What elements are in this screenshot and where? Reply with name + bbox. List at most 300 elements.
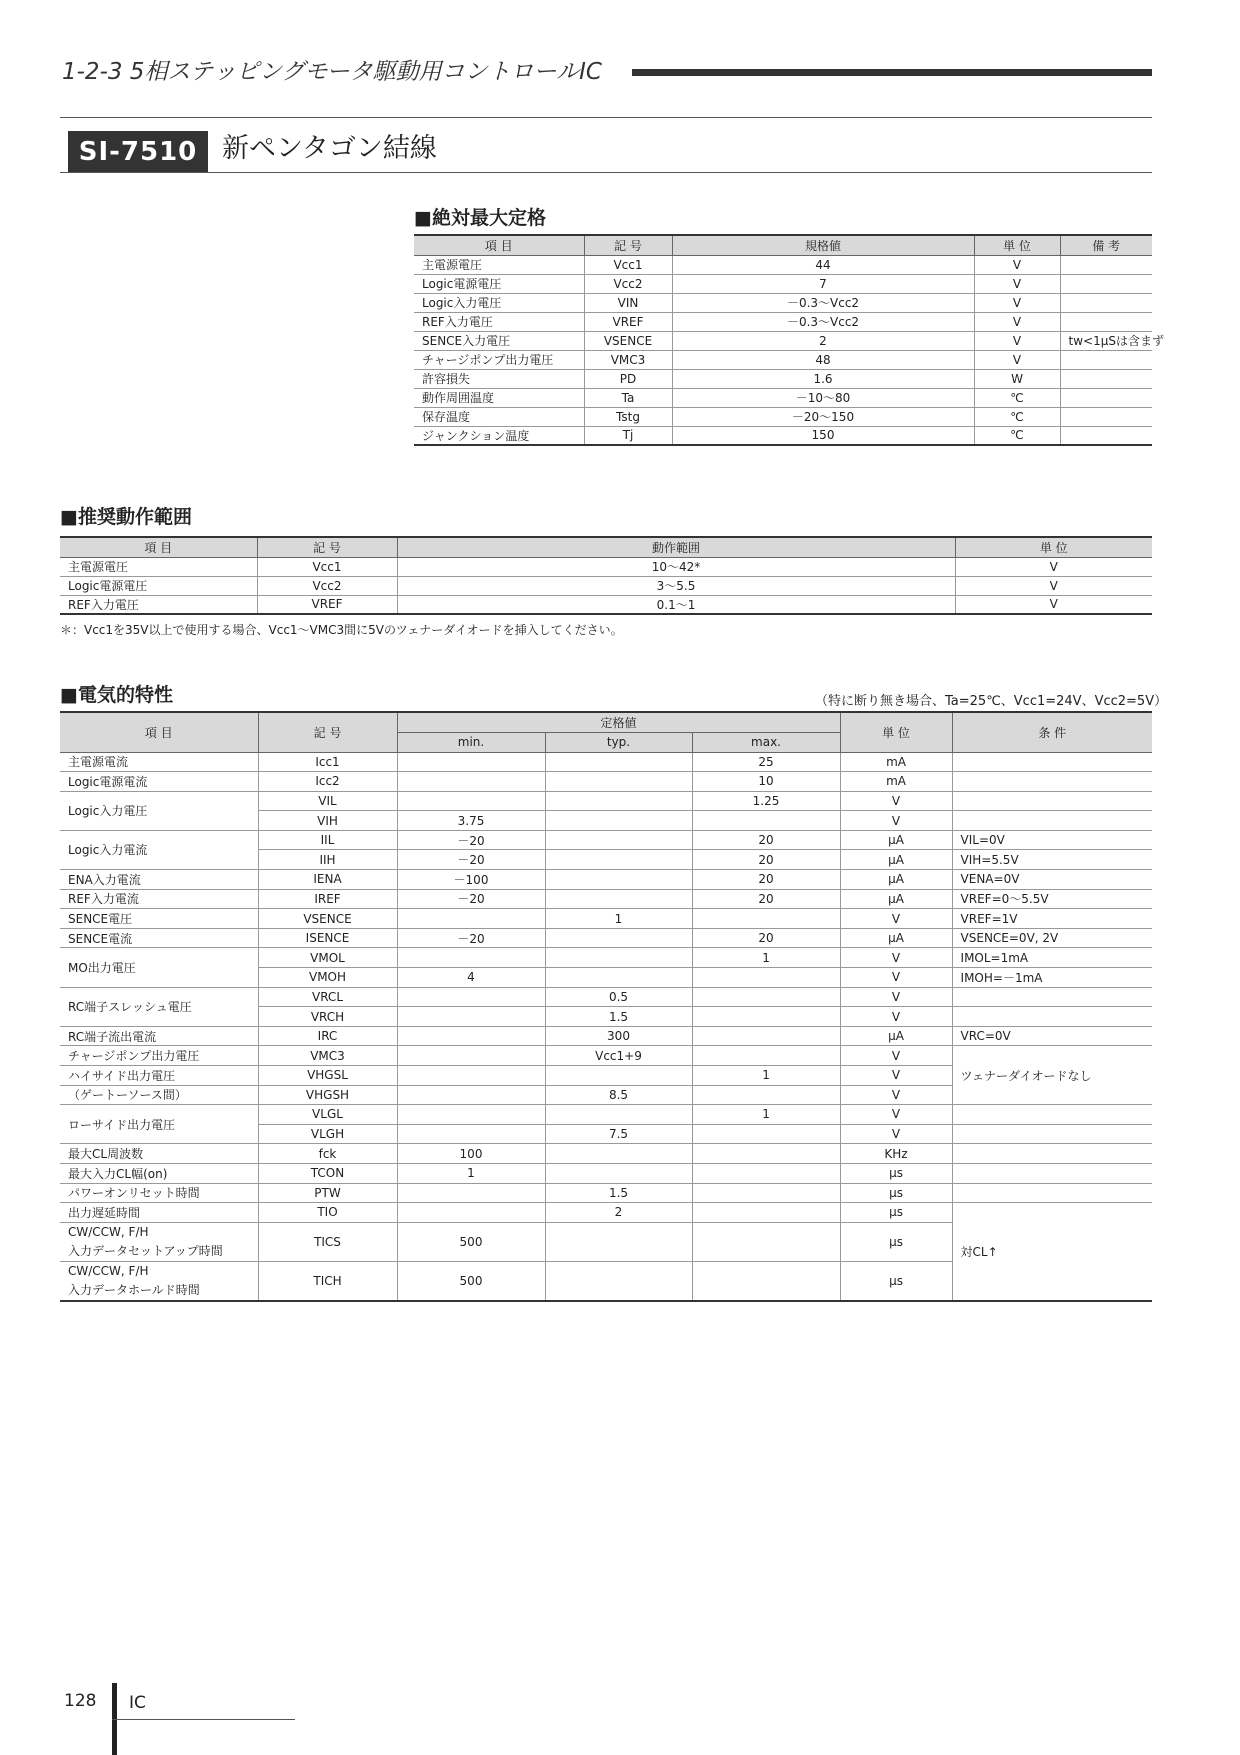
max-cell: 1 — [692, 1105, 840, 1125]
item-line: 入力データホールド時間 — [68, 1282, 200, 1297]
value-cell: V — [955, 576, 1152, 595]
min-cell — [397, 1124, 545, 1144]
symbol-cell: TICS — [258, 1222, 397, 1261]
value-cell — [1060, 388, 1152, 407]
typ-cell — [545, 752, 692, 772]
unit-cell: mA — [840, 772, 952, 792]
min-cell: －20 — [397, 889, 545, 909]
typ-cell — [545, 791, 692, 811]
abs-max-table — [414, 234, 1164, 446]
item-cell — [60, 1222, 258, 1261]
cond-cell — [952, 811, 1152, 831]
unit-cell: V — [840, 909, 952, 929]
cond-cell: VREF=0～5.5V — [952, 889, 1152, 909]
divider — [60, 117, 1152, 118]
value-cell — [1060, 293, 1152, 312]
table-row — [60, 1046, 1152, 1066]
min-cell: 4 — [397, 968, 545, 988]
item-cell: ローサイド出力電圧 — [60, 1105, 258, 1144]
value-cell: －0.3～Vcc2 — [672, 312, 974, 331]
col-header: 規格値 — [672, 235, 974, 255]
model-subtitle: 新ペンタゴン結線 — [222, 133, 437, 164]
typ-cell: 7.5 — [545, 1124, 692, 1144]
unit-cell: mA — [840, 752, 952, 772]
value-cell: tw<1μSは含まず — [1060, 331, 1152, 350]
value-cell — [1060, 407, 1152, 426]
col-header: max. — [692, 732, 840, 752]
footnote: ＊：Vcc1を35V以上で使用する場合、Vcc1～VMC3間に5Vのツェナーダイオードを挿入してください。 — [60, 623, 623, 637]
typ-cell: Vcc1+9 — [545, 1046, 692, 1066]
min-cell — [397, 1026, 545, 1046]
item-cell: REF入力電圧 — [414, 312, 584, 331]
typ-cell — [545, 870, 692, 890]
max-cell — [692, 1026, 840, 1046]
value-cell: 150 — [672, 426, 974, 445]
cond-cell — [952, 772, 1152, 792]
cond-cell: VIH=5.5V — [952, 850, 1152, 870]
typ-cell — [545, 1144, 692, 1164]
value-cell: Vcc2 — [257, 576, 397, 595]
unit-cell: μs — [840, 1203, 952, 1223]
table-row — [60, 1163, 1152, 1183]
table-row — [414, 331, 1152, 350]
typ-cell: 0.5 — [545, 987, 692, 1007]
min-cell — [397, 791, 545, 811]
value-cell: V — [974, 293, 1060, 312]
cond-cell — [952, 1144, 1152, 1164]
table-header-row — [414, 235, 1152, 255]
col-header: 単 位 — [955, 537, 1152, 557]
symbol-cell: IIH — [258, 850, 397, 870]
max-cell — [692, 1222, 840, 1261]
typ-cell: 1.5 — [545, 1007, 692, 1027]
max-cell: 20 — [692, 870, 840, 890]
typ-cell — [545, 811, 692, 831]
max-cell — [692, 909, 840, 929]
symbol-cell: TCON — [258, 1163, 397, 1183]
col-header: 記 号 — [258, 712, 397, 752]
table-row — [414, 407, 1152, 426]
table-row — [414, 369, 1152, 388]
cond-cell: VSENCE=0V, 2V — [952, 928, 1152, 948]
item-cell: ENA入力電流 — [60, 870, 258, 890]
cond-cell — [952, 1183, 1152, 1203]
table-row — [60, 1183, 1152, 1203]
typ-cell — [545, 830, 692, 850]
item-cell: 最大入力CL幅(on) — [60, 1163, 258, 1183]
symbol-cell: IENA — [258, 870, 397, 890]
item-cell: REF入力電流 — [60, 889, 258, 909]
value-cell: VSENCE — [584, 331, 672, 350]
unit-cell: μA — [840, 850, 952, 870]
max-cell — [692, 1144, 840, 1164]
item-cell: Logic入力電流 — [60, 830, 258, 869]
unit-cell: V — [840, 948, 952, 968]
model-code: SI-7510 — [68, 131, 208, 173]
unit-cell: μs — [840, 1163, 952, 1183]
max-cell: 1 — [692, 948, 840, 968]
max-cell: 20 — [692, 830, 840, 850]
col-header: 動作範囲 — [397, 537, 955, 557]
item-cell: REF入力電圧 — [60, 595, 257, 614]
value-cell: Tj — [584, 426, 672, 445]
min-cell — [397, 1085, 545, 1105]
footer-rule — [112, 1719, 295, 1720]
max-cell — [692, 1007, 840, 1027]
abs-max-title: ■絶対最大定格 — [414, 207, 546, 229]
table-row — [60, 772, 1152, 792]
table-row — [60, 870, 1152, 890]
unit-cell: V — [840, 791, 952, 811]
item-cell: （ゲートーソース間） — [60, 1085, 258, 1105]
value-cell: V — [955, 595, 1152, 614]
symbol-cell: ISENCE — [258, 928, 397, 948]
cond-cell: IMOH=－1mA — [952, 968, 1152, 988]
cond-cell — [952, 1163, 1152, 1183]
item-cell: チャージポンプ出力電圧 — [414, 350, 584, 369]
typ-cell — [545, 948, 692, 968]
cond-cell: 対CL↑ — [952, 1203, 1152, 1301]
value-cell: W — [974, 369, 1060, 388]
min-cell: 1 — [397, 1163, 545, 1183]
item-cell: Logic電源電圧 — [60, 576, 257, 595]
table-row — [414, 426, 1152, 445]
typ-cell — [545, 1222, 692, 1261]
value-cell: Tstg — [584, 407, 672, 426]
max-cell — [692, 1203, 840, 1223]
symbol-cell: VRCH — [258, 1007, 397, 1027]
symbol-cell: VIL — [258, 791, 397, 811]
typ-cell — [545, 1163, 692, 1183]
item-cell — [60, 1261, 258, 1301]
symbol-cell: fck — [258, 1144, 397, 1164]
max-cell — [692, 1163, 840, 1183]
value-cell: 7 — [672, 274, 974, 293]
unit-cell: V — [840, 968, 952, 988]
max-cell: 25 — [692, 752, 840, 772]
table-row — [60, 987, 1152, 1007]
symbol-cell: TICH — [258, 1261, 397, 1301]
typ-cell — [545, 1261, 692, 1301]
item-cell: 主電源電圧 — [60, 557, 257, 576]
item-cell: 主電源電圧 — [414, 255, 584, 274]
table-row — [60, 791, 1152, 811]
unit-cell: μs — [840, 1222, 952, 1261]
min-cell: －20 — [397, 928, 545, 948]
table-row — [414, 350, 1152, 369]
table-row — [60, 752, 1152, 772]
cond-cell: VENA=0V — [952, 870, 1152, 890]
item-cell: 主電源電流 — [60, 752, 258, 772]
item-line: CW/CCW, F/H — [68, 1263, 149, 1278]
item-cell: ジャンクション温度 — [414, 426, 584, 445]
value-cell: V — [974, 331, 1060, 350]
typ-cell — [545, 889, 692, 909]
min-cell — [397, 1066, 545, 1086]
table-header-row — [60, 537, 1152, 557]
cond-cell: VIL=0V — [952, 830, 1152, 850]
col-header: 記 号 — [584, 235, 672, 255]
cond-cell — [952, 752, 1152, 772]
min-cell: －20 — [397, 830, 545, 850]
symbol-cell: VLGL — [258, 1105, 397, 1125]
value-cell — [1060, 255, 1152, 274]
max-cell: 1 — [692, 1066, 840, 1086]
typ-cell — [545, 850, 692, 870]
value-cell — [1060, 312, 1152, 331]
recommended-title: ■推奨動作範囲 — [60, 506, 192, 528]
min-cell — [397, 948, 545, 968]
item-cell: Logic入力電圧 — [60, 791, 258, 830]
min-cell — [397, 987, 545, 1007]
min-cell — [397, 772, 545, 792]
typ-cell: 1 — [545, 909, 692, 929]
table-row — [60, 909, 1152, 929]
value-cell: V — [974, 312, 1060, 331]
table-row — [60, 1144, 1152, 1164]
unit-cell: V — [840, 987, 952, 1007]
item-cell: SENCE電圧 — [60, 909, 258, 929]
min-cell — [397, 1007, 545, 1027]
page-number: 128 — [64, 1691, 97, 1711]
item-cell: ハイサイド出力電圧 — [60, 1066, 258, 1086]
col-header: 項 目 — [60, 537, 257, 557]
value-cell: ℃ — [974, 407, 1060, 426]
min-cell — [397, 1105, 545, 1125]
unit-cell: V — [840, 1085, 952, 1105]
typ-cell — [545, 1066, 692, 1086]
table-row — [60, 830, 1152, 850]
item-cell: Logic電源電流 — [60, 772, 258, 792]
header-bar — [632, 69, 1152, 76]
value-cell: Vcc2 — [584, 274, 672, 293]
col-header: min. — [397, 732, 545, 752]
value-cell: －20～150 — [672, 407, 974, 426]
symbol-cell: VMC3 — [258, 1046, 397, 1066]
min-cell — [397, 752, 545, 772]
typ-cell: 1.5 — [545, 1183, 692, 1203]
max-cell — [692, 1183, 840, 1203]
value-cell: ℃ — [974, 426, 1060, 445]
symbol-cell: VRCL — [258, 987, 397, 1007]
symbol-cell: VMOL — [258, 948, 397, 968]
unit-cell: V — [840, 1105, 952, 1125]
symbol-cell: PTW — [258, 1183, 397, 1203]
divider — [60, 172, 1152, 173]
value-cell: 2 — [672, 331, 974, 350]
max-cell — [692, 1085, 840, 1105]
item-cell: 保存温度 — [414, 407, 584, 426]
unit-cell: μs — [840, 1183, 952, 1203]
test-conditions: （特に断り無き場合、Ta=25℃、Vcc1=24V、Vcc2=5V） — [815, 694, 1168, 709]
max-cell: 20 — [692, 889, 840, 909]
table-row — [414, 388, 1152, 407]
value-cell: －10～80 — [672, 388, 974, 407]
value-cell: VREF — [584, 312, 672, 331]
max-cell — [692, 968, 840, 988]
unit-cell: μs — [840, 1261, 952, 1301]
cond-cell: ツェナーダイオードなし — [952, 1046, 1152, 1105]
col-header: 項 目 — [60, 712, 258, 752]
value-cell — [1060, 426, 1152, 445]
table-row — [60, 889, 1152, 909]
typ-cell: 300 — [545, 1026, 692, 1046]
electrical-table — [60, 711, 1152, 1302]
table-row — [60, 1026, 1152, 1046]
col-header: typ. — [545, 732, 692, 752]
unit-cell: V — [840, 1046, 952, 1066]
electrical-title: ■電気的特性 — [60, 684, 173, 706]
item-cell: SENCE入力電圧 — [414, 331, 584, 350]
section-heading: 1-2-3 5相ステッピングモータ駆動用コントロールIC — [62, 59, 602, 85]
max-cell — [692, 1046, 840, 1066]
min-cell — [397, 1183, 545, 1203]
item-line: 入力データセットアップ時間 — [68, 1243, 223, 1258]
value-cell: Vcc1 — [584, 255, 672, 274]
value-cell: ℃ — [974, 388, 1060, 407]
symbol-cell: VHGSL — [258, 1066, 397, 1086]
footer-section: IC — [129, 1693, 146, 1713]
value-cell: VMC3 — [584, 350, 672, 369]
symbol-cell: IRC — [258, 1026, 397, 1046]
value-cell: VIN — [584, 293, 672, 312]
symbol-cell: VLGH — [258, 1124, 397, 1144]
table-row — [60, 1105, 1152, 1125]
value-cell: Vcc1 — [257, 557, 397, 576]
max-cell — [692, 811, 840, 831]
table-row — [60, 948, 1152, 968]
value-cell: PD — [584, 369, 672, 388]
symbol-cell: IREF — [258, 889, 397, 909]
cond-cell: VRC=0V — [952, 1026, 1152, 1046]
value-cell: 0.1～1 — [397, 595, 955, 614]
value-cell: 10～42* — [397, 557, 955, 576]
value-cell: V — [974, 350, 1060, 369]
value-cell — [1060, 350, 1152, 369]
value-cell: 48 — [672, 350, 974, 369]
item-cell: 最大CL周波数 — [60, 1144, 258, 1164]
max-cell: 20 — [692, 928, 840, 948]
col-header: 単 位 — [840, 712, 952, 752]
typ-cell: 8.5 — [545, 1085, 692, 1105]
unit-cell: V — [840, 1007, 952, 1027]
table-row — [60, 1203, 1152, 1223]
max-cell — [692, 987, 840, 1007]
symbol-cell: VHGSH — [258, 1085, 397, 1105]
value-cell: V — [974, 274, 1060, 293]
unit-cell: μA — [840, 889, 952, 909]
unit-cell: μA — [840, 928, 952, 948]
value-cell: 3～5.5 — [397, 576, 955, 595]
cond-cell — [952, 1007, 1152, 1027]
min-cell: 500 — [397, 1261, 545, 1301]
typ-cell — [545, 928, 692, 948]
value-cell: 1.6 — [672, 369, 974, 388]
item-cell: Logic電源電圧 — [414, 274, 584, 293]
min-cell — [397, 909, 545, 929]
value-cell: Ta — [584, 388, 672, 407]
cond-cell — [952, 791, 1152, 811]
table-row — [414, 255, 1152, 274]
unit-cell: μA — [840, 870, 952, 890]
table-row — [414, 312, 1152, 331]
item-line: CW/CCW, F/H — [68, 1224, 149, 1239]
value-cell: V — [974, 255, 1060, 274]
typ-cell — [545, 772, 692, 792]
symbol-cell: IIL — [258, 830, 397, 850]
unit-cell: V — [840, 1124, 952, 1144]
min-cell — [397, 1203, 545, 1223]
max-cell: 10 — [692, 772, 840, 792]
cond-cell — [952, 1124, 1152, 1144]
max-cell: 1.25 — [692, 791, 840, 811]
cond-cell — [952, 987, 1152, 1007]
unit-cell: KHz — [840, 1144, 952, 1164]
min-cell: －20 — [397, 850, 545, 870]
symbol-cell: TIO — [258, 1203, 397, 1223]
cond-cell — [952, 1105, 1152, 1125]
item-cell: チャージポンプ出力電圧 — [60, 1046, 258, 1066]
value-cell — [1060, 274, 1152, 293]
max-cell — [692, 1124, 840, 1144]
typ-cell — [545, 1105, 692, 1125]
unit-cell: μA — [840, 1026, 952, 1046]
value-cell: 44 — [672, 255, 974, 274]
col-header: 単 位 — [974, 235, 1060, 255]
item-cell: RC端子スレッシュ電圧 — [60, 987, 258, 1026]
min-cell — [397, 1046, 545, 1066]
table-row — [60, 557, 1152, 576]
cond-cell: IMOL=1mA — [952, 948, 1152, 968]
value-cell: －0.3～Vcc2 — [672, 293, 974, 312]
unit-cell: V — [840, 811, 952, 831]
recommended-table — [60, 536, 1152, 615]
item-cell: SENCE電流 — [60, 928, 258, 948]
col-header: 条 件 — [952, 712, 1152, 752]
value-cell: VREF — [257, 595, 397, 614]
table-row — [414, 293, 1152, 312]
min-cell: 100 — [397, 1144, 545, 1164]
symbol-cell: Icc1 — [258, 752, 397, 772]
value-cell — [1060, 369, 1152, 388]
table-row — [60, 595, 1152, 614]
max-cell — [692, 1261, 840, 1301]
cond-cell: VREF=1V — [952, 909, 1152, 929]
item-cell: 許容損失 — [414, 369, 584, 388]
typ-cell — [545, 968, 692, 988]
value-cell: V — [955, 557, 1152, 576]
table-row — [414, 274, 1152, 293]
item-cell: Logic入力電圧 — [414, 293, 584, 312]
col-header: 項 目 — [414, 235, 584, 255]
symbol-cell: Icc2 — [258, 772, 397, 792]
item-cell: RC端子流出電流 — [60, 1026, 258, 1046]
item-cell: MO出力電圧 — [60, 948, 258, 987]
min-cell: 3.75 — [397, 811, 545, 831]
typ-cell: 2 — [545, 1203, 692, 1223]
max-cell: 20 — [692, 850, 840, 870]
item-cell: 動作周囲温度 — [414, 388, 584, 407]
item-cell: パワーオンリセット時間 — [60, 1183, 258, 1203]
symbol-cell: VSENCE — [258, 909, 397, 929]
symbol-cell: VMOH — [258, 968, 397, 988]
unit-cell: μA — [840, 830, 952, 850]
table-row — [60, 576, 1152, 595]
col-header: 記 号 — [257, 537, 397, 557]
table-header-row — [60, 712, 1152, 732]
unit-cell: V — [840, 1066, 952, 1086]
col-header: 備 考 — [1060, 235, 1152, 255]
